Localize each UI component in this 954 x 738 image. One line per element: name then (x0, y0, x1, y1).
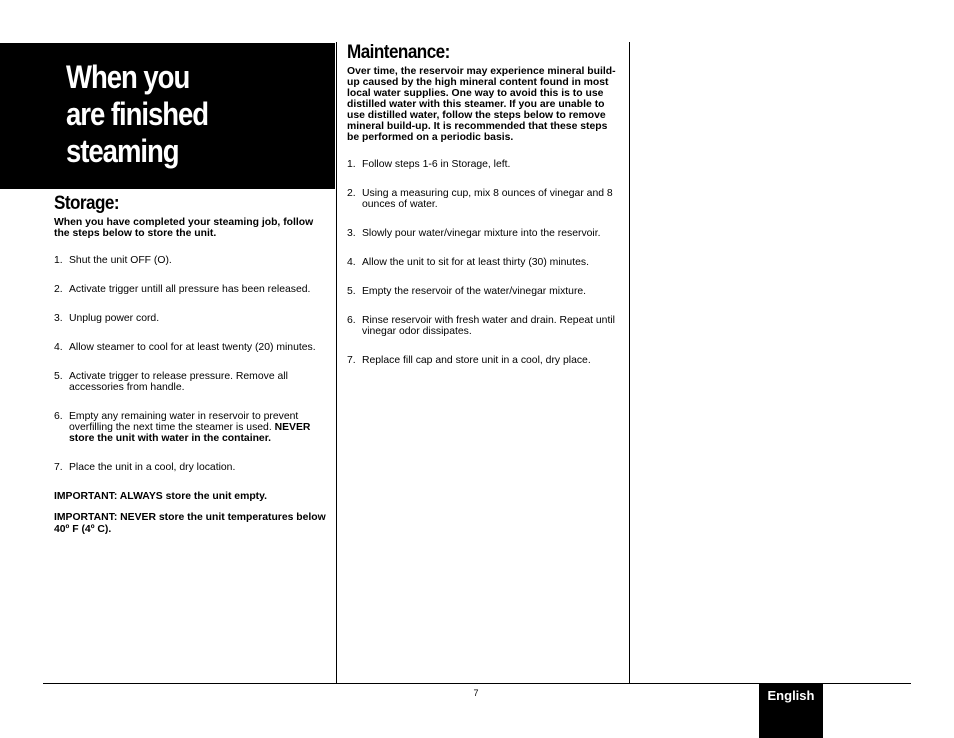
page-title-line-1: When you (66, 59, 190, 95)
list-item (347, 257, 619, 268)
step-text: Activate trigger to release pressure. Remove all accessories from handle. (69, 371, 288, 393)
list-item (54, 462, 330, 473)
storage-intro: When you have completed your steaming job, follow the steps below to store the unit. (54, 217, 314, 239)
step-text: Replace fill cap and store unit in a cool, dry place. (362, 355, 591, 366)
important-note-temperature: IMPORTANT: NEVER store the unit temperatures below 40º F (4º C). (54, 512, 326, 535)
list-item (54, 284, 330, 295)
step-number: 2. (347, 188, 356, 199)
maintenance-steps-list (347, 159, 619, 366)
step-number: 7. (347, 355, 356, 366)
storage-section (54, 193, 330, 545)
step-number: 3. (347, 228, 356, 239)
list-item (347, 286, 619, 297)
step-text: Place the unit in a cool, dry location. (69, 462, 236, 473)
list-item (54, 313, 330, 324)
step-text: Activate trigger untill all pressure has been released. (69, 284, 311, 295)
language-tab: English (759, 684, 823, 738)
step-number: 2. (54, 284, 63, 295)
step-number: 4. (347, 257, 356, 268)
step-number: 6. (347, 315, 356, 326)
page-number: 7 (473, 688, 479, 698)
step-number: 5. (54, 371, 63, 382)
step-number: 1. (347, 159, 356, 170)
step-text: Follow steps 1-6 in Storage, left. (362, 159, 511, 170)
step-text: Allow steamer to cool for at least twenty (20) minutes. (69, 342, 316, 353)
important-note-empty: IMPORTANT: ALWAYS store the unit empty. (54, 491, 268, 502)
list-item (347, 228, 619, 239)
list-item (347, 159, 619, 170)
step-number: 1. (54, 255, 63, 266)
list-item (347, 315, 619, 337)
step-text: Allow the unit to sit for at least thirty (30) minutes. (362, 257, 589, 268)
list-item (54, 411, 330, 444)
maintenance-section (347, 42, 619, 384)
storage-heading: Storage: (54, 193, 120, 214)
page-title-line-3: steaming (66, 133, 179, 169)
step-number: 6. (54, 411, 63, 422)
step-number: 5. (347, 286, 356, 297)
step-number: 4. (54, 342, 63, 353)
list-item (347, 355, 619, 366)
step-text: Slowly pour water/vinegar mixture into the reservoir. (362, 228, 601, 239)
maintenance-heading: Maintenance: (347, 42, 450, 63)
list-item (54, 371, 330, 393)
list-item (347, 188, 619, 210)
step-number: 7. (54, 462, 63, 473)
step-text: Empty the reservoir of the water/vinegar mixture. (362, 286, 587, 297)
step-number: 3. (54, 313, 63, 324)
step-text: Using a measuring cup, mix 8 ounces of vinegar and 8 ounces of water. (362, 188, 613, 210)
step-text: Rinse reservoir with fresh water and drain. Repeat until vinegar odor dissipates. (362, 315, 615, 337)
page-title-line-2: are finished (66, 96, 209, 132)
step-text: Shut the unit OFF (O). (69, 255, 172, 266)
storage-steps-list (54, 255, 330, 473)
step-text: Unplug power cord. (69, 313, 160, 324)
title-block (0, 43, 335, 189)
list-item (54, 255, 330, 266)
maintenance-intro: Over time, the reservoir may experience mineral build-up caused by the high mineral content found in most local water supplies. One way to avoid this is to use distilled water with this steamer. If you are unable to use distilled water, follow the steps below to remove mineral build-up. It is recommended that these steps be performed on a periodic basis. (347, 66, 616, 143)
column-divider-left (336, 42, 337, 684)
step-warning: NEVER store the unit with water in the container. (69, 422, 311, 444)
step-text: Empty any remaining water in reservoir to prevent overfilling the next time the steamer is used. NEVER store the unit with water in the container. (69, 411, 311, 444)
list-item (54, 342, 330, 353)
column-divider-right (629, 42, 630, 684)
